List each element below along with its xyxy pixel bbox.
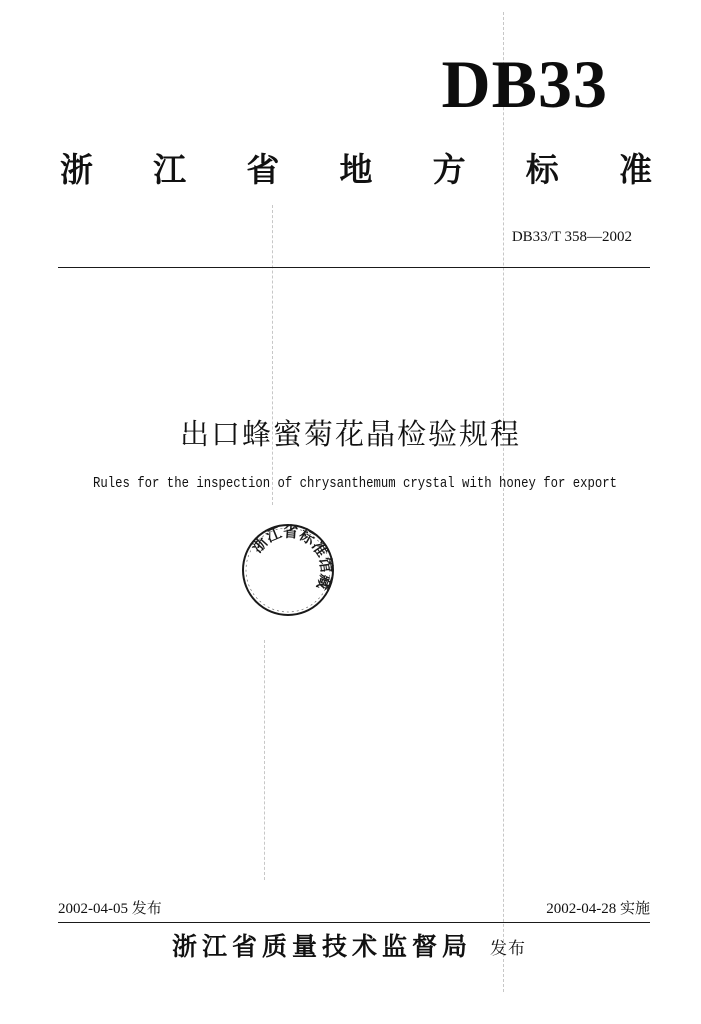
standard-type-char: 省: [246, 150, 280, 189]
standard-number: DB33/T 358—2002: [511, 229, 632, 245]
standard-type-char: 地: [339, 150, 373, 189]
implementation-date: 2002-04-28 实施: [546, 901, 650, 917]
standard-type-char: 浙: [60, 150, 93, 189]
standard-type-char: 方: [432, 150, 466, 189]
document-title-zh: 出口蜂蜜菊花晶检验规程: [179, 417, 521, 451]
top-divider: [58, 267, 650, 268]
bottom-divider: [58, 922, 650, 923]
standard-type-char: 江: [153, 150, 187, 189]
standard-code-large: DB33: [441, 46, 608, 122]
issue-date: 2002-04-05 发布: [58, 901, 162, 917]
document-title-en: Rules for the inspection of chrysanthemum crystal with honey for export: [93, 475, 618, 492]
standard-type-char: 准: [618, 150, 652, 189]
issuing-authority: 浙江省质量技术监督局: [172, 932, 473, 961]
seal-text: 浙江省标准馆藏: [247, 522, 336, 593]
scan-artifact-line: [272, 205, 273, 505]
library-seal-stamp: [238, 520, 338, 620]
standard-type-char: 标: [525, 150, 559, 189]
scan-artifact-line: [264, 640, 265, 880]
standard-type-heading: [60, 150, 652, 190]
issuing-action: 发布: [490, 939, 526, 959]
